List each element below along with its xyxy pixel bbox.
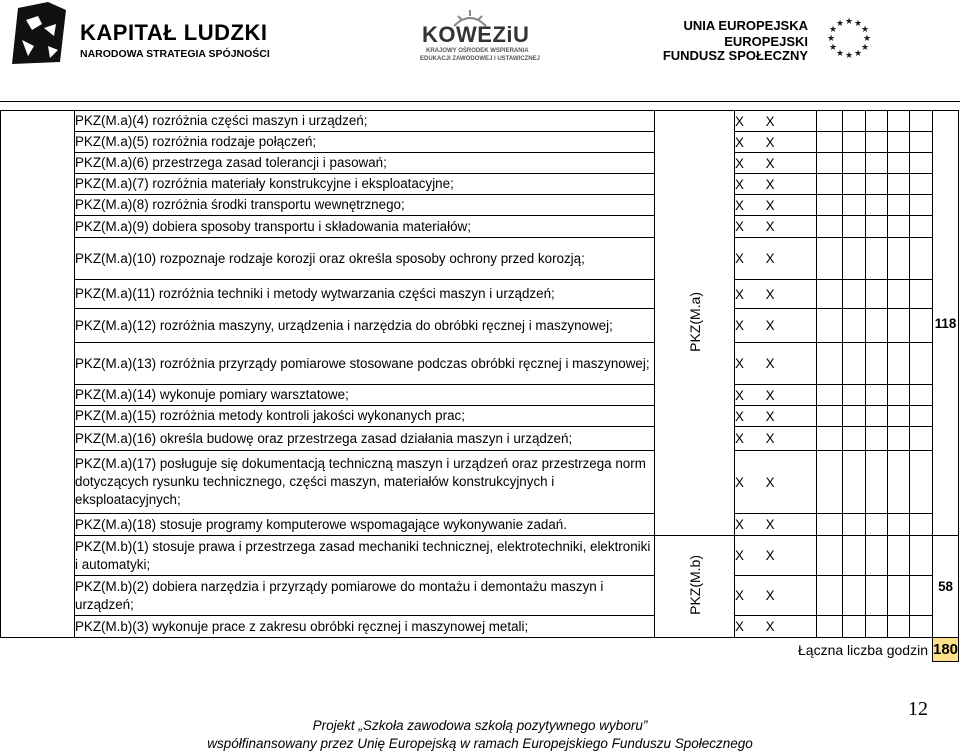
summary-row (1, 638, 959, 662)
grid-cell (817, 216, 843, 238)
grid-cell (888, 132, 910, 153)
outcome-description: PKZ(M.a)(11) rozróżnia techniki i metody wytwarzania części maszyn i urządzeń; (75, 280, 655, 309)
grid-cell (888, 427, 910, 451)
group-label: PKZ(M.a) (686, 291, 703, 352)
grid-cell (866, 309, 888, 343)
grid-cell (843, 309, 866, 343)
grid-cell (866, 111, 888, 132)
outcome-description: PKZ(M.a)(8) rozróżnia środki transportu wewnętrznego; (75, 195, 655, 216)
table-row (1, 153, 959, 174)
eu-stars-icon (816, 14, 878, 62)
grid-cell (843, 132, 866, 153)
grid-cell (910, 195, 933, 216)
kowezu-subtitle-1: KRAJOWY OŚRODEK WSPIERANIA (426, 48, 529, 54)
grid-cell (910, 343, 933, 385)
grid-cell (817, 616, 843, 638)
svg-text:★: ★ (861, 42, 870, 52)
grid-cell (843, 427, 866, 451)
outcome-description: PKZ(M.a)(16) określa budowę oraz przestrzega zasad działania maszyn i urządzeń; (75, 427, 655, 451)
kowezu-subtitle-2: EDUKACJI ZAWODOWEJ I USTAWICZNEJ (420, 56, 540, 62)
grid-cell (843, 238, 866, 280)
grid-cell (888, 616, 910, 638)
table-row (1, 536, 959, 576)
header-rule (0, 101, 960, 102)
grid-cell (910, 280, 933, 309)
footer-line-1: Projekt „Szkoła zawodowa szkołą pozytywnego wyboru” (312, 718, 648, 733)
group-hours: 118 (933, 111, 959, 536)
grid-cell (843, 514, 866, 536)
page-header (0, 0, 960, 92)
outcome-description: PKZ(M.a)(6) przestrzega zasad tolerancji i pasowań; (75, 153, 655, 174)
table-row (1, 216, 959, 238)
grid-cell (910, 406, 933, 427)
outcome-marks: X X (735, 536, 817, 576)
grid-cell (817, 536, 843, 576)
grid-cell (866, 343, 888, 385)
summary-total: 180 (933, 638, 959, 662)
grid-cell (910, 174, 933, 195)
outcome-description: PKZ(M.a)(5) rozróżnia rodzaje połączeń; (75, 132, 655, 153)
outcome-marks: X X (735, 238, 817, 280)
svg-text:★: ★ (827, 33, 836, 43)
grid-cell (910, 576, 933, 616)
outcome-description: PKZ(M.b)(3) wykonuje prace z zakresu obróbki ręcznej i maszynowej metali; (75, 616, 655, 638)
kowezu-title: KOWEZiU (422, 22, 530, 47)
grid-cell (910, 309, 933, 343)
svg-text:★: ★ (836, 48, 845, 58)
outcome-description: PKZ(M.a)(10) rozpoznaje rodzaje korozji oraz określa sposoby ochrony przed korozją; (75, 238, 655, 280)
table-row (1, 111, 959, 132)
grid-cell (910, 111, 933, 132)
eu-line-2: EUROPEJSKI (724, 34, 808, 49)
svg-text:★: ★ (854, 48, 863, 58)
grid-cell (817, 132, 843, 153)
table-row (1, 132, 959, 153)
outcome-marks: X X (735, 427, 817, 451)
outcome-marks: X X (735, 514, 817, 536)
grid-cell (888, 451, 910, 514)
grid-cell (843, 174, 866, 195)
table-row (1, 427, 959, 451)
grid-cell (888, 406, 910, 427)
table-row (1, 343, 959, 385)
grid-cell (910, 153, 933, 174)
grid-cell (910, 616, 933, 638)
outcome-marks: X X (735, 309, 817, 343)
grid-cell (843, 195, 866, 216)
grid-cell (817, 514, 843, 536)
grid-cell (843, 385, 866, 406)
svg-text:★: ★ (854, 18, 863, 28)
grid-cell (843, 280, 866, 309)
outcome-marks: X X (735, 111, 817, 132)
summary-label: Łączna liczba godzin (798, 641, 928, 658)
grid-cell (866, 406, 888, 427)
svg-text:★: ★ (836, 18, 845, 28)
grid-cell (910, 238, 933, 280)
grid-cell (817, 343, 843, 385)
table-row (1, 616, 959, 638)
grid-cell (817, 427, 843, 451)
svg-text:★: ★ (863, 33, 872, 43)
outcome-marks: X X (735, 195, 817, 216)
kapital-ludzki-title: KAPITAŁ LUDZKI (80, 20, 268, 45)
eu-line-3: FUNDUSZ SPOŁECZNY (662, 48, 808, 63)
group-label-cell (655, 536, 735, 638)
outcome-description: PKZ(M.b)(1) stosuje prawa i przestrzega zasad mechaniki technicznej, elektrotechniki, elektroniki i automatyki; (75, 536, 655, 576)
grid-cell (843, 153, 866, 174)
grid-cell (817, 309, 843, 343)
grid-cell (866, 280, 888, 309)
grid-cell (866, 174, 888, 195)
outcome-description: PKZ(M.a)(7) rozróżnia materiały konstrukcyjne i eksploatacyjne; (75, 174, 655, 195)
outcome-description: PKZ(M.a)(4) rozróżnia części maszyn i urządzeń; (75, 111, 655, 132)
outcome-marks: X X (735, 451, 817, 514)
grid-cell (843, 111, 866, 132)
outcome-description: PKZ(M.b)(2) dobiera narzędzia i przyrządy pomiarowe do montażu i demontażu maszyn i urządzeń; (75, 576, 655, 616)
grid-cell (866, 536, 888, 576)
outcome-marks: X X (735, 576, 817, 616)
grid-cell (888, 514, 910, 536)
table-row (1, 406, 959, 427)
kowezu-logo (414, 8, 554, 70)
group-label-cell (655, 111, 735, 536)
grid-cell (888, 536, 910, 576)
kapital-ludzki-logo (8, 2, 270, 72)
table-row (1, 195, 959, 216)
grid-cell (888, 280, 910, 309)
group-label: PKZ(M.b) (686, 555, 703, 615)
table-row (1, 238, 959, 280)
grid-cell (888, 153, 910, 174)
svg-text:★: ★ (829, 24, 838, 34)
grid-cell (843, 216, 866, 238)
footer-line-2: współfinansowany przez Unię Europejską w ramach Europejskiego Funduszu Społecznego (207, 736, 753, 751)
eu-line-1: UNIA EUROPEJSKA (683, 18, 808, 33)
outcome-description: PKZ(M.a)(15) rozróżnia metody kontroli jakości wykonanych prac; (75, 406, 655, 427)
outcome-description: PKZ(M.a)(13) rozróżnia przyrządy pomiarowe stosowane podczas obróbki ręcznej i maszynowej; (75, 343, 655, 385)
grid-cell (817, 451, 843, 514)
outcome-marks: X X (735, 616, 817, 638)
grid-cell (866, 238, 888, 280)
grid-cell (866, 153, 888, 174)
grid-cell (843, 616, 866, 638)
grid-cell (817, 280, 843, 309)
svg-text:★: ★ (861, 24, 870, 34)
learning-outcomes-table (0, 110, 959, 662)
grid-cell (817, 406, 843, 427)
table-row (1, 576, 959, 616)
grid-cell (888, 385, 910, 406)
summary-spacer (1, 638, 75, 662)
svg-text:★: ★ (845, 16, 854, 26)
grid-cell (817, 111, 843, 132)
page-footer (0, 717, 960, 753)
grid-cell (817, 195, 843, 216)
grid-cell (888, 238, 910, 280)
kapital-ludzki-mark-icon (8, 2, 70, 68)
outcome-description: PKZ(M.a)(17) posługuje się dokumentacją techniczną maszyn i urządzeń oraz przestrzega norm dotyczących rysunku technicznego, części maszyn, materiałów konstrukcyjnych i eksploatacyjnych; (75, 451, 655, 514)
grid-cell (817, 385, 843, 406)
outcome-marks: X X (735, 406, 817, 427)
grid-cell (910, 451, 933, 514)
grid-cell (817, 238, 843, 280)
outcome-marks: X X (735, 132, 817, 153)
table-row (1, 451, 959, 514)
grid-cell (843, 451, 866, 514)
grid-cell (866, 616, 888, 638)
grid-cell (843, 406, 866, 427)
grid-cell (910, 132, 933, 153)
grid-cell (817, 174, 843, 195)
table-row (1, 309, 959, 343)
grid-cell (866, 132, 888, 153)
grid-cell (843, 536, 866, 576)
grid-cell (910, 536, 933, 576)
table-row (1, 514, 959, 536)
grid-cell (866, 576, 888, 616)
table-row (1, 174, 959, 195)
outcome-marks: X X (735, 216, 817, 238)
grid-cell (888, 111, 910, 132)
table-row (1, 280, 959, 309)
grid-cell (910, 385, 933, 406)
grid-cell (910, 427, 933, 451)
svg-text:★: ★ (829, 42, 838, 52)
grid-cell (866, 451, 888, 514)
grid-cell (888, 216, 910, 238)
outcome-description: PKZ(M.a)(12) rozróżnia maszyny, urządzenia i narzędzia do obróbki ręcznej i maszynowej; (75, 309, 655, 343)
grid-cell (843, 343, 866, 385)
outcome-description: PKZ(M.a)(18) stosuje programy komputerowe wspomagające wykonywanie zadań. (75, 514, 655, 536)
grid-cell (888, 576, 910, 616)
grid-cell (866, 216, 888, 238)
grid-cell (866, 195, 888, 216)
outcome-marks: X X (735, 153, 817, 174)
table-row (1, 385, 959, 406)
grid-cell (866, 385, 888, 406)
outcome-marks: X X (735, 343, 817, 385)
grid-cell (817, 576, 843, 616)
eu-logo (662, 14, 958, 74)
grid-cell (866, 427, 888, 451)
outcome-marks: X X (735, 385, 817, 406)
page-number: 12 (908, 698, 928, 720)
kapital-ludzki-subtitle: NARODOWA STRATEGIA SPÓJNOŚCI (80, 48, 270, 60)
grid-cell (910, 514, 933, 536)
grid-cell (888, 343, 910, 385)
grid-cell (888, 195, 910, 216)
grid-cell (866, 514, 888, 536)
group-hours: 58 (933, 536, 959, 638)
svg-text:★: ★ (845, 50, 854, 60)
grid-cell (843, 576, 866, 616)
grid-cell (888, 309, 910, 343)
grid-cell (888, 174, 910, 195)
grid-cell (910, 216, 933, 238)
grid-cell (817, 153, 843, 174)
outcome-description: PKZ(M.a)(14) wykonuje pomiary warsztatowe; (75, 385, 655, 406)
outcome-marks: X X (735, 280, 817, 309)
row-lead-cell (1, 111, 75, 638)
outcome-description: PKZ(M.a)(9) dobiera sposoby transportu i składowania materiałów; (75, 216, 655, 238)
outcome-marks: X X (735, 174, 817, 195)
